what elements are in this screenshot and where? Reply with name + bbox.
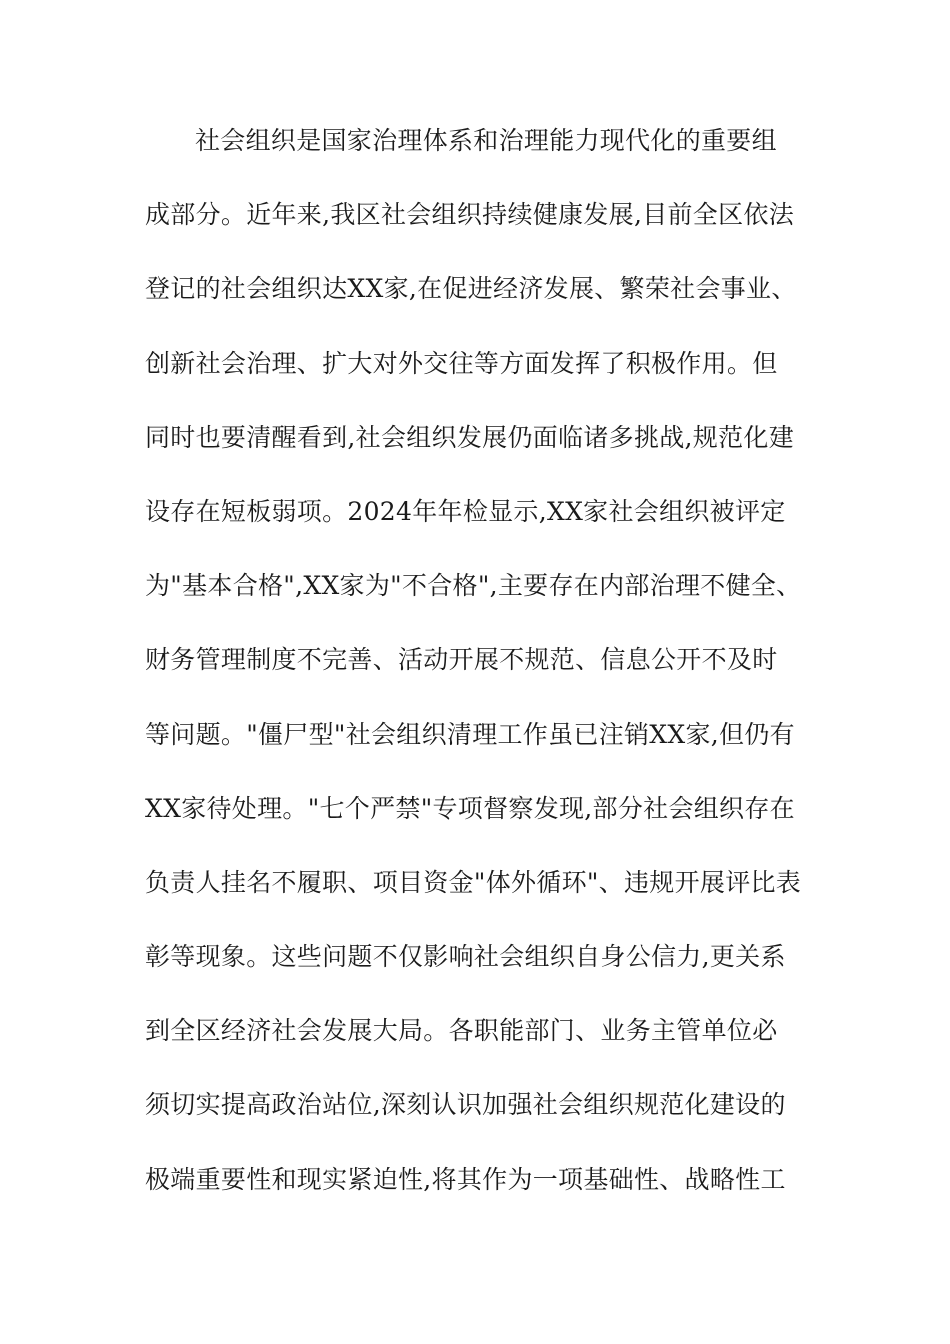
body-paragraph [145, 104, 805, 1217]
paragraph-line: 到全区经济社会发展大局。各职能部门、业务主管单位必 [145, 1016, 778, 1046]
paragraph-line: 登记的社会组织达XX家,在促进经济发展、繁荣社会事业、 [145, 274, 797, 304]
paragraph-line: 设存在短板弱项。2024年年检显示,XX家社会组织被评定 [145, 496, 786, 526]
paragraph-line: 成部分。近年来,我区社会组织持续健康发展,目前全区依法 [145, 200, 794, 230]
paragraph-line: XX家待处理。"七个严禁"专项督察发现,部分社会组织存在 [145, 793, 795, 823]
paragraph-line: 等问题。"僵尸型"社会组织清理工作虽已注销XX家,但仍有 [145, 719, 795, 749]
paragraph-line: 创新社会治理、扩大对外交往等方面发挥了积极作用。但 [145, 348, 778, 378]
paragraph-line: 极端重要性和现实紧迫性,将其作为一项基础性、战略性工 [145, 1164, 786, 1194]
paragraph-line: 彰等现象。这些问题不仅影响社会组织自身公信力,更关系 [145, 942, 786, 972]
paragraph-line: 同时也要清醒看到,社会组织发展仍面临诸多挑战,规范化建 [145, 422, 794, 452]
paragraph-line: 社会组织是国家治理体系和治理能力现代化的重要组 [195, 126, 777, 155]
paragraph-line: 财务管理制度不完善、活动开展不规范、信息公开不及时 [145, 645, 778, 675]
paragraph-line: 负责人挂名不履职、项目资金"体外循环"、违规开展评比表 [145, 867, 802, 897]
paragraph-line: 为"基本合格",XX家为"不合格",主要存在内部治理不健全、 [145, 571, 802, 601]
paragraph-line: 须切实提高政治站位,深刻认识加强社会组织规范化建设的 [145, 1090, 786, 1120]
